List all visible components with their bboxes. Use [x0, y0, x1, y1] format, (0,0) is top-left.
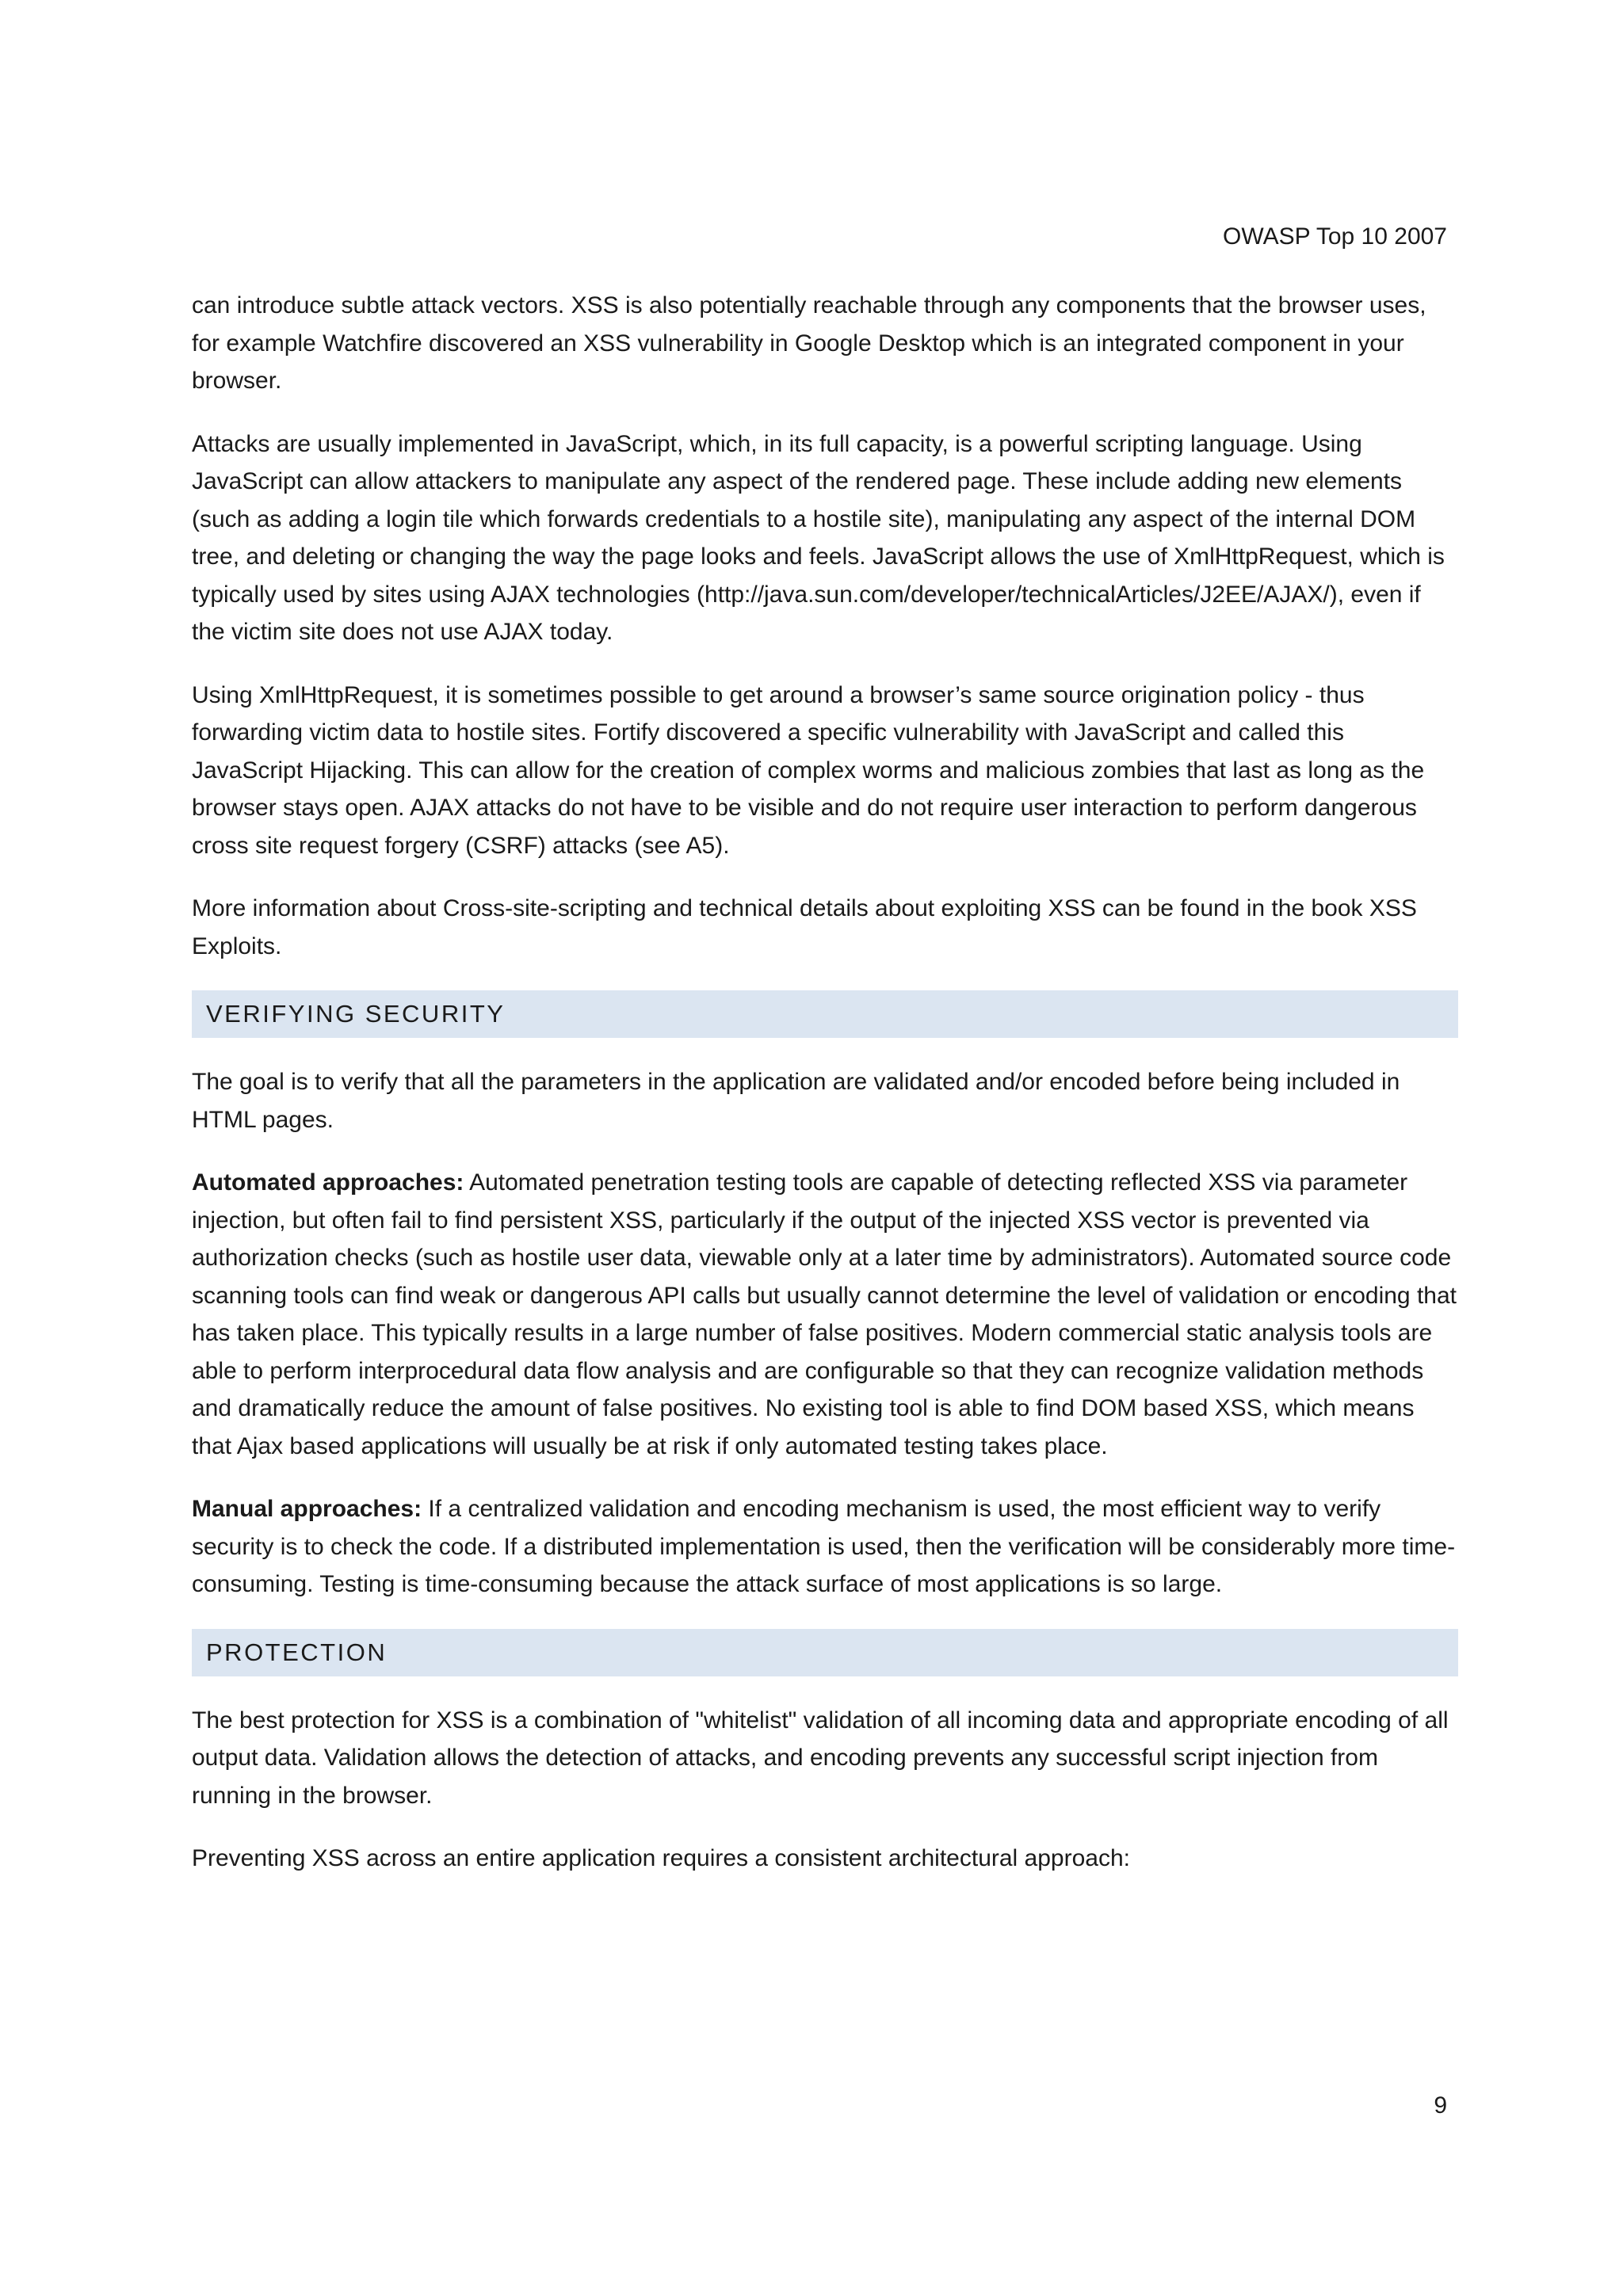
- manual-approaches-text: If a centralized validation and encoding mechanism is used, the most efficient way to verify security is to check the code. If a distributed implementation is used, then the verification will be considerably more time-consuming. Testing is time-consuming because the attack surface of most applications is so large.: [192, 1496, 1456, 1597]
- section-heading-verifying-security: [192, 990, 1458, 1038]
- manual-approaches-paragraph: [192, 1490, 1458, 1604]
- body-paragraph-3: Using XmlHttpRequest, it is sometimes possible to get around a browser’s same source origination policy - thus forwarding victim data to hostile sites. Fortify discovered a specific vulnerability with JavaScript and called this JavaScript Hijacking. This can allow for the creation of complex worms and malicious zombies that last as long as the browser stays open. AJAX attacks do not have to be visible and do not require user interaction to perform dangerous cross site request forgery (CSRF) attacks (see A5).: [192, 681, 1425, 859]
- section-heading-label: PROTECTION: [206, 1638, 388, 1666]
- protection-paragraph-2: Preventing XSS across an entire application requires a consistent architectural approach:: [192, 1845, 1130, 1871]
- section-heading-label: VERIFYING SECURITY: [206, 1000, 506, 1028]
- manual-approaches-label: Manual approaches:: [192, 1496, 422, 1522]
- protection-paragraph-1: The best protection for XSS is a combination of "whitelist" validation of all incoming data and appropriate encoding of all output data. Validation allows the detection of attacks, and encoding prevents any successful script injection from running in the browser.: [192, 1707, 1449, 1809]
- body-paragraph-2: Attacks are usually implemented in JavaScript, which, in its full capacity, is a powerful scripting language. Using JavaScript can allow attackers to manipulate any aspect of the rendered page. These include adding new elements (such as adding a login tile which forwards credentials to a hostile site), manipulating any aspect of the internal DOM tree, and deleting or changing the way the page looks and feels. JavaScript allows the use of XmlHttpRequest, which is typically used by sites using AJAX technologies (http://java.sun.com/developer/technicalArticles/J2EE/AJAX/), even if the victim site does not use AJAX today.: [192, 430, 1445, 645]
- automated-approaches-paragraph: [192, 1164, 1458, 1465]
- page-number: 9: [1434, 2092, 1447, 2119]
- body-paragraph-4: More information about Cross-site-scripting and technical details about exploiting XSS can be found in the book XSS Exploits.: [192, 895, 1417, 959]
- automated-approaches-label: Automated approaches:: [192, 1169, 464, 1196]
- section-heading-protection: [192, 1629, 1458, 1676]
- page-body: [192, 287, 1458, 1903]
- page-header-title: OWASP Top 10 2007: [1223, 223, 1447, 250]
- verifying-paragraph-1: The goal is to verify that all the parameters in the application are validated and/or encoded before being included in HTML pages.: [192, 1069, 1400, 1133]
- body-paragraph-1: can introduce subtle attack vectors. XSS is also potentially reachable through any components that the browser uses, for example Watchfire discovered an XSS vulnerability in Google Desktop which is an integrated component in your browser.: [192, 292, 1426, 394]
- automated-approaches-text: Automated penetration testing tools are capable of detecting reflected XSS via parameter injection, but often fail to find persistent XSS, particularly if the output of the injected XSS vector is prevented via authorization checks (such as hostile user data, viewable only at a later time by administrators). Automated source code scanning tools can find weak or dangerous API calls but usually cannot determine the level of validation or encoding that has taken place. This typically results in a large number of false positives. Modern commercial static analysis tools are able to perform interprocedural data flow analysis and are configurable so that they can recognize validation methods and dramatically reduce the amount of false positives. No existing tool is able to find DOM based XSS, which means that Ajax based applications will usually be at risk if only automated testing takes place.: [192, 1169, 1457, 1459]
